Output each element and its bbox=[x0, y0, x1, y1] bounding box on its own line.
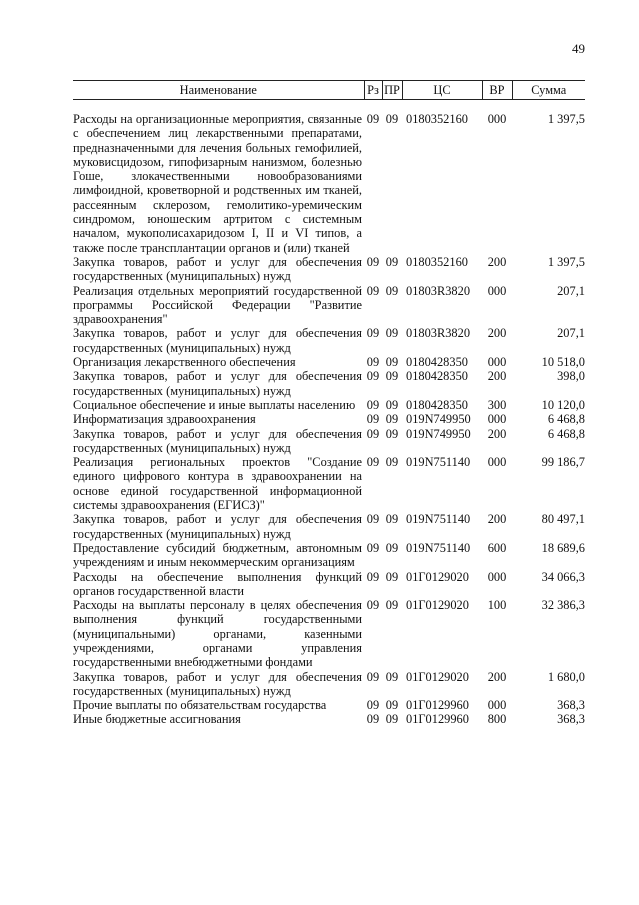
row-vr: 000 bbox=[487, 112, 507, 126]
row-cs: 019N751140 bbox=[406, 512, 471, 527]
row-name: Закупка товаров, работ и услуг для обеспечения государственных (муниципальных) нужд bbox=[73, 669, 362, 698]
row-vr: 000 bbox=[487, 412, 507, 427]
table-row bbox=[73, 284, 585, 327]
row-vr: 600 bbox=[487, 540, 507, 555]
row-vr: 000 bbox=[487, 355, 507, 370]
header-rz: Рз bbox=[364, 81, 382, 100]
row-cs: 01803R3820 bbox=[406, 283, 471, 298]
row-sum: 1 397,5 bbox=[547, 254, 585, 269]
row-name: Социальное обеспечение и иные выплаты населению bbox=[73, 397, 356, 412]
row-vr: 200 bbox=[487, 426, 507, 441]
row-vr: 200 bbox=[487, 254, 507, 269]
row-cs: 0180428350 bbox=[406, 397, 468, 412]
row-pr: 09 bbox=[385, 397, 399, 412]
row-name: Закупка товаров, работ и услуг для обеспечения государственных (муниципальных) нужд bbox=[73, 512, 362, 541]
row-name: Реализация отдельных мероприятий государственной программы Российской Федерации "Развитие здравоохранения" bbox=[73, 283, 362, 327]
row-pr: 09 bbox=[385, 669, 399, 684]
row-pr: 09 bbox=[385, 369, 399, 384]
row-rz: 09 bbox=[366, 512, 380, 527]
row-name: Расходы на выплаты персоналу в целях обеспечения выполнения функций государственными (муниципальными) органами, казенными учреждениями, органами управления государственными внебюджетными фондами bbox=[73, 598, 362, 670]
table-row bbox=[73, 598, 585, 669]
row-cs: 019N749950 bbox=[406, 426, 471, 441]
row-vr: 200 bbox=[487, 326, 507, 341]
row-sum: 1 397,5 bbox=[547, 112, 585, 126]
row-vr: 800 bbox=[487, 712, 507, 727]
row-sum: 368,3 bbox=[557, 698, 585, 713]
row-name: Прочие выплаты по обязательствам государства bbox=[73, 698, 327, 713]
header-cs: ЦС bbox=[402, 81, 482, 100]
row-pr: 09 bbox=[385, 254, 399, 269]
row-pr: 09 bbox=[385, 598, 399, 613]
row-name: Закупка товаров, работ и услуг для обеспечения государственных (муниципальных) нужд bbox=[73, 426, 362, 455]
row-rz: 09 bbox=[366, 355, 380, 370]
row-rz: 09 bbox=[366, 369, 380, 384]
row-name: Расходы на обеспечение выполнения функций органов государственной власти bbox=[73, 569, 362, 598]
row-cs: 0180428350 bbox=[406, 355, 468, 370]
row-vr: 000 bbox=[487, 569, 507, 584]
header-vr: ВР bbox=[482, 81, 512, 100]
row-pr: 09 bbox=[385, 712, 399, 727]
row-name: Расходы на организационные мероприятия, связанные с обеспечением лиц лекарственными препаратами, предназначенными для лечения больных гемофилией, муковисцидозом, гипофизарным нанизмом, болезнью Гоше, злокачественными новообразованиями лимфоидной, кроветворной и родственных им тканей, рассеянным склерозом, гемолитико-уремическим синдромом, юношеским артритом с системным началом, мукополисахаридозом I, II и VI типов, а также после трансплантации органов и (или) тканей bbox=[73, 112, 362, 255]
row-name: Закупка товаров, работ и услуг для обеспечения государственных (муниципальных) нужд bbox=[73, 326, 362, 355]
row-sum: 398,0 bbox=[557, 369, 585, 384]
row-sum: 10 120,0 bbox=[541, 397, 585, 412]
row-cs: 0180352160 bbox=[406, 112, 468, 126]
row-pr: 09 bbox=[385, 112, 399, 126]
table-row bbox=[73, 355, 585, 369]
row-rz: 09 bbox=[366, 112, 380, 126]
row-name: Иные бюджетные ассигнования bbox=[73, 712, 241, 727]
row-rz: 09 bbox=[366, 326, 380, 341]
row-pr: 09 bbox=[385, 283, 399, 298]
row-pr: 09 bbox=[385, 540, 399, 555]
row-vr: 200 bbox=[487, 669, 507, 684]
row-sum: 99 186,7 bbox=[541, 455, 585, 470]
row-sum: 207,1 bbox=[557, 283, 585, 298]
row-rz: 09 bbox=[366, 598, 380, 613]
table-row bbox=[73, 455, 585, 512]
row-cs: 01803R3820 bbox=[406, 326, 471, 341]
row-vr: 000 bbox=[487, 283, 507, 298]
row-sum: 80 497,1 bbox=[541, 512, 585, 527]
row-sum: 1 680,0 bbox=[547, 669, 585, 684]
row-rz: 09 bbox=[366, 712, 380, 727]
row-vr: 000 bbox=[487, 698, 507, 713]
row-cs: 0180428350 bbox=[406, 369, 468, 384]
table-header-row bbox=[73, 81, 585, 100]
row-pr: 09 bbox=[385, 512, 399, 527]
table-row bbox=[73, 512, 585, 541]
row-pr: 09 bbox=[385, 355, 399, 370]
header-pr: ПР bbox=[382, 81, 402, 100]
table-row bbox=[73, 398, 585, 412]
row-cs: 01Г0129020 bbox=[406, 669, 469, 684]
table-row bbox=[73, 698, 585, 712]
header-sum: Сумма bbox=[512, 81, 585, 100]
row-sum: 10 518,0 bbox=[541, 355, 585, 370]
table-row bbox=[73, 712, 585, 726]
row-sum: 6 468,8 bbox=[547, 412, 585, 427]
table-row bbox=[73, 570, 585, 599]
row-sum: 18 689,6 bbox=[541, 540, 585, 555]
row-pr: 09 bbox=[385, 455, 399, 470]
table-row bbox=[73, 255, 585, 284]
row-sum: 368,3 bbox=[557, 712, 585, 727]
budget-table bbox=[73, 80, 585, 727]
row-name: Организация лекарственного обеспечения bbox=[73, 355, 296, 370]
row-vr: 200 bbox=[487, 369, 507, 384]
row-pr: 09 bbox=[385, 426, 399, 441]
row-name: Закупка товаров, работ и услуг для обеспечения государственных (муниципальных) нужд bbox=[73, 369, 362, 398]
row-rz: 09 bbox=[366, 540, 380, 555]
table-row bbox=[73, 541, 585, 570]
row-vr: 000 bbox=[487, 455, 507, 470]
row-name: Закупка товаров, работ и услуг для обеспечения государственных (муниципальных) нужд bbox=[73, 254, 362, 284]
page-number: 49 bbox=[572, 41, 585, 56]
row-cs: 019N751140 bbox=[406, 540, 471, 555]
row-sum: 34 066,3 bbox=[541, 569, 585, 584]
row-rz: 09 bbox=[366, 455, 380, 470]
row-name: Информатизация здравоохранения bbox=[73, 412, 256, 427]
row-name: Реализация региональных проектов "Создание единого цифрового контура в здравоохранении на основе единой государственной информационной системы здравоохранения (ЕГИСЗ)" bbox=[73, 455, 362, 513]
row-pr: 09 bbox=[385, 569, 399, 584]
row-rz: 09 bbox=[366, 412, 380, 427]
row-cs: 01Г0129960 bbox=[406, 698, 469, 713]
row-sum: 207,1 bbox=[557, 326, 585, 341]
table-row bbox=[73, 369, 585, 398]
row-sum: 32 386,3 bbox=[541, 598, 585, 613]
row-rz: 09 bbox=[366, 569, 380, 584]
row-cs: 01Г0129020 bbox=[406, 569, 469, 584]
header-name: Наименование bbox=[73, 81, 364, 100]
row-cs: 019N749950 bbox=[406, 412, 471, 427]
row-cs: 01Г0129960 bbox=[406, 712, 469, 727]
row-vr: 300 bbox=[487, 397, 507, 412]
row-pr: 09 bbox=[385, 326, 399, 341]
row-pr: 09 bbox=[385, 698, 399, 713]
table-row bbox=[73, 326, 585, 355]
row-rz: 09 bbox=[366, 426, 380, 441]
row-rz: 09 bbox=[366, 397, 380, 412]
row-pr: 09 bbox=[385, 412, 399, 427]
table-row bbox=[73, 670, 585, 699]
row-rz: 09 bbox=[366, 283, 380, 298]
row-sum: 6 468,8 bbox=[547, 426, 585, 441]
table-row bbox=[73, 427, 585, 456]
row-cs: 019N751140 bbox=[406, 455, 471, 470]
row-vr: 200 bbox=[487, 512, 507, 527]
row-rz: 09 bbox=[366, 698, 380, 713]
row-cs: 0180352160 bbox=[406, 254, 468, 269]
row-cs: 01Г0129020 bbox=[406, 598, 469, 613]
table-row bbox=[73, 100, 585, 255]
row-rz: 09 bbox=[366, 254, 380, 269]
table-row bbox=[73, 412, 585, 426]
row-vr: 100 bbox=[487, 598, 507, 613]
row-rz: 09 bbox=[366, 669, 380, 684]
row-name: Предоставление субсидий бюджетным, автономным учреждениям и иным некоммерческим организациям bbox=[73, 540, 362, 570]
